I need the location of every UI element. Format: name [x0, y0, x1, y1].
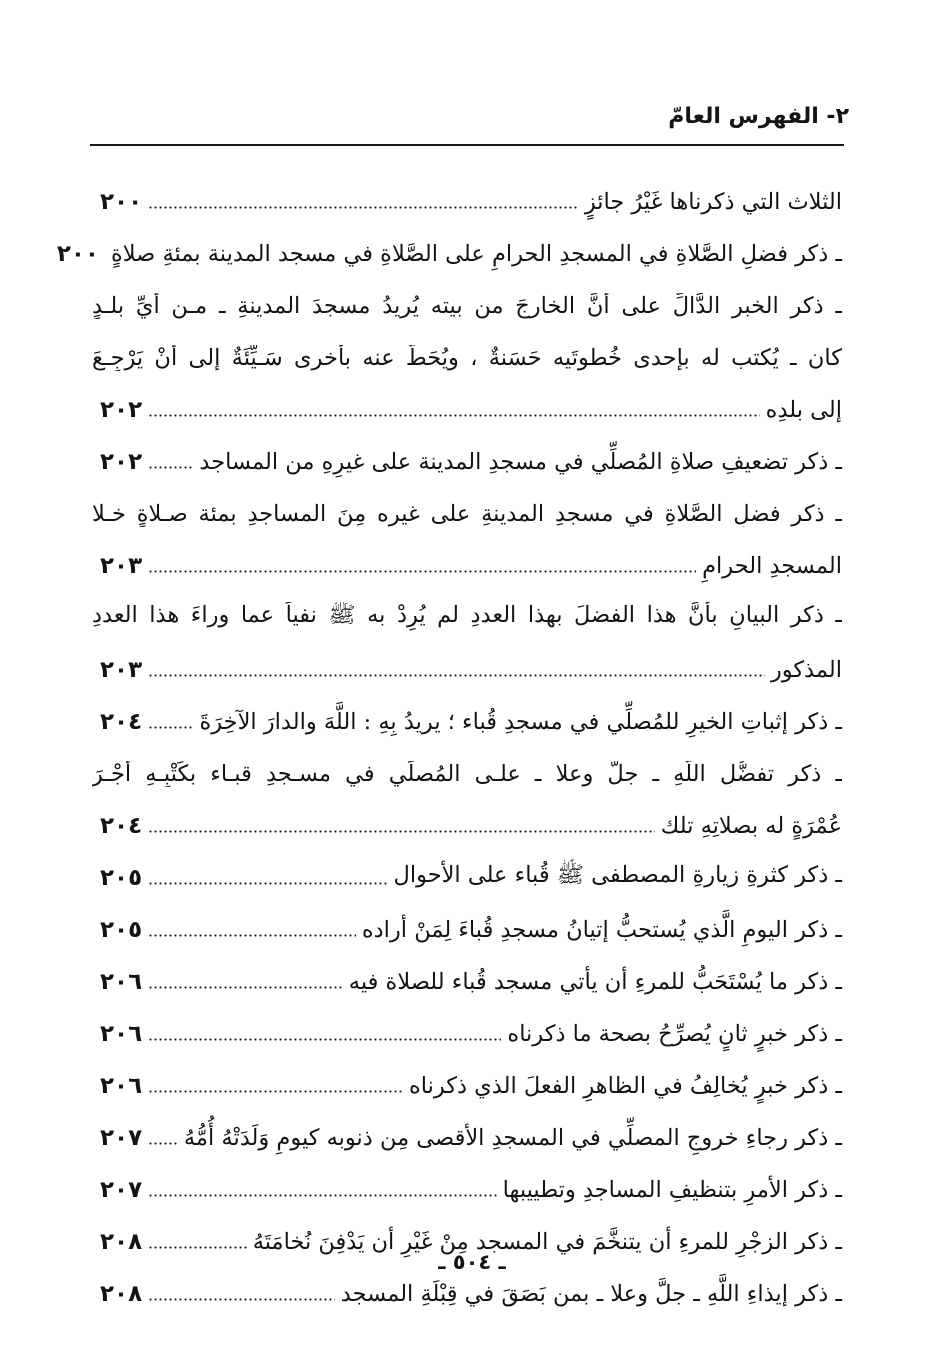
index-entry-line — [92, 800, 842, 852]
entry-title-text: ـ ذكر تفضُّلِ اللَّهِ ـ جلَّ وعلا ـ علـى المُصلِّي في مسـجدِ قبـاء بكَتْبِـهِ أجْـرَ — [92, 761, 842, 787]
dot-leader — [148, 206, 579, 209]
entry-title-text: ـ ذكر رجاءِ خروجِ المصلِّي في المسجدِ الأقصى مِن ذنوبه كيومِ وَلَدَتْهُ أُمُّهُ — [183, 1125, 842, 1151]
index-entry-line — [92, 592, 842, 644]
dot-leader — [148, 986, 343, 989]
entry-title-text: ـ ذكر الأمرِ بتنظيفِ المساجدِ وتطييبها — [502, 1177, 842, 1203]
entry-page-number: ٢٠٢ — [100, 449, 143, 475]
index-entry — [92, 436, 842, 488]
entry-title-text: ـ ذكر إيذاءِ اللَّهِ ـ جلَّ وعلا ـ بمن بَصَقَ في قِبْلَةِ المسجد — [340, 1281, 842, 1307]
entry-title-text: ـ ذكر فضلِ الصَّلاةِ في مسجدِ المدينةِ على غيره مِنَ المساجدِ بمئة صـلاةٍ خـلا — [92, 501, 842, 527]
entry-page-number: ٢٠٣ — [100, 553, 143, 579]
entry-page-number: ٢٠٨ — [100, 1281, 143, 1307]
index-entry-line — [92, 852, 842, 904]
index-entry — [92, 1112, 842, 1164]
entry-page-number: ٢٠٦ — [100, 969, 143, 995]
entry-page-number: ٢٠٨ — [100, 1229, 143, 1255]
index-entry-line — [92, 332, 842, 384]
index-entry-line — [56, 228, 842, 280]
index-entry-line — [92, 904, 842, 956]
entry-page-number: ٢٠٢ — [100, 397, 143, 423]
index-entry-line — [92, 644, 842, 696]
entry-title-text: ـ ذكر ما يُسْتَحَبُّ للمرءِ أن يأتي مسجد قُباء للصلاة فيه — [348, 969, 842, 995]
entry-title-text: ـ ذكر فضلِ الصَّلاةِ في المسجدِ الحرامِ على الصَّلاةِ في مسجد المدينة بمئةِ صلاةٍ — [110, 241, 842, 267]
entry-page-number: ٢٠٥ — [100, 865, 143, 891]
entry-title-text: إلى بلدِه — [765, 397, 842, 423]
entry-title-text: ـ ذكر البيانِ بأنَّ هذا الفضلَ بهذا العددِ لم يُرِدْ به ﷺ نفياً عما وراءَ هذا العددِ — [92, 602, 842, 628]
dot-leader — [148, 674, 765, 677]
dot-leader — [148, 466, 193, 469]
index-list — [56, 176, 842, 1320]
index-entry — [92, 280, 842, 436]
dot-leader — [148, 934, 356, 937]
entry-title-text: ـ ذكر اليومِ الَّذي يُستحبُّ إتيانُ مسجدِ قُباءَ لِمَنْ أراده — [361, 917, 842, 943]
entry-title-text: الثلاث التي ذكرناها غَيْرُ جائزٍ — [584, 189, 842, 215]
index-entry — [92, 176, 842, 228]
index-entry — [92, 488, 842, 592]
entry-page-number: ٢٠٦ — [100, 1073, 143, 1099]
entry-title-text: ـ ذكر إثباتِ الخيرِ للمُصلِّي في مسجدِ قُباء ؛ يريدُ بِهِ : اللَّهَ والدارَ الآخِرَةَ — [199, 709, 842, 735]
index-entry-line — [92, 1164, 842, 1216]
dot-leader — [148, 1038, 501, 1041]
index-entry-line — [92, 1268, 842, 1320]
index-entry-line — [92, 1008, 842, 1060]
index-entry — [92, 1164, 842, 1216]
entry-title-text: كان ـ يُكتب له بإحدى خُطوتَيه حَسَنةٌ ، ويُحَطُّ عنه بأخرى سَـيِّئَةٌ إلى أنْ يَرْجِـعَ — [92, 345, 842, 371]
entry-page-number: ٢٠٣ — [100, 657, 143, 683]
entry-title-text: ـ ذكر كثرةِ زيارةِ المصطفى ﷺ قُباء على الأحوال — [393, 862, 842, 888]
dot-leader — [148, 882, 387, 885]
entry-title-text: ـ ذكر خبرٍ يُخالِفُ في الظاهرِ الفعلَ الذي ذكرناه — [408, 1073, 842, 1099]
dot-leader — [148, 1090, 403, 1093]
entry-page-number: ٢٠٥ — [100, 917, 143, 943]
header-rule — [90, 144, 844, 146]
entry-title-text: ـ ذكر خبرٍ ثانٍ يُصرِّحُ بصحة ما ذكرناه — [507, 1021, 842, 1047]
index-entry-line — [92, 384, 842, 436]
index-entry — [92, 904, 842, 956]
index-entry-line — [92, 176, 842, 228]
index-entry-line — [92, 280, 842, 332]
index-entry-line — [92, 1112, 842, 1164]
index-entry-line — [92, 436, 842, 488]
dot-leader — [148, 1142, 178, 1145]
entry-title-text: المسجدِ الحرامِ — [702, 553, 842, 579]
entry-title-text: ـ ذكر الخبرِ الدَّالِّ على أنَّ الخارجَ من بيته يُريدُ مسجدَ المدينةِ ـ مـن أيِّ بلـدٍ — [92, 293, 842, 319]
index-entry — [92, 852, 842, 904]
index-entry-line — [92, 696, 842, 748]
dot-leader — [148, 1246, 247, 1249]
index-entry — [92, 748, 842, 852]
index-entry — [92, 696, 842, 748]
entry-page-number: ٢٠٤ — [100, 813, 143, 839]
dot-leader — [148, 1194, 497, 1197]
dot-leader — [148, 570, 696, 573]
index-entry-line — [92, 540, 842, 592]
entry-title-text: ـ ذكر تضعيفِ صلاةِ المُصلِّي في مسجدِ المدينة على غيرِهِ من المساجد — [199, 449, 842, 475]
index-entry-line — [92, 488, 842, 540]
running-header-title: ٢- الفهرس العامّ — [668, 104, 849, 129]
page-number: ـ ٥٠٤ ـ — [438, 1250, 506, 1274]
index-entry — [92, 1268, 842, 1320]
index-entry — [92, 956, 842, 1008]
entry-page-number: ٢٠٧ — [100, 1125, 143, 1151]
dot-leader — [148, 726, 193, 729]
index-entry-line — [92, 1060, 842, 1112]
index-entry-line — [92, 748, 842, 800]
dot-leader — [148, 414, 760, 417]
dot-leader — [148, 830, 655, 833]
index-entry — [92, 592, 842, 696]
entry-title-text: عُمْرَةٍ له بصلاتِهِ تلك — [660, 813, 842, 839]
entry-page-number: ٢٠٦ — [100, 1021, 143, 1047]
index-entry — [56, 228, 842, 280]
entry-page-number: ٢٠٧ — [100, 1177, 143, 1203]
entry-title-text: ـ ذكر الزجْرِ للمرءِ أن يتنخَّمَ في المسجد مِنْ غَيْرِ أن يَدْفِنَ نُخامَتَهُ — [252, 1229, 842, 1255]
index-entry-line — [92, 956, 842, 1008]
entry-page-number: ٢٠٤ — [100, 709, 143, 735]
entry-page-number: ٢٠٠ — [100, 189, 143, 215]
index-entry — [92, 1008, 842, 1060]
dot-leader — [148, 1298, 335, 1301]
index-entry — [92, 1060, 842, 1112]
entry-page-number: ٢٠٠ — [56, 241, 99, 267]
entry-title-text: المذكور — [770, 657, 842, 683]
